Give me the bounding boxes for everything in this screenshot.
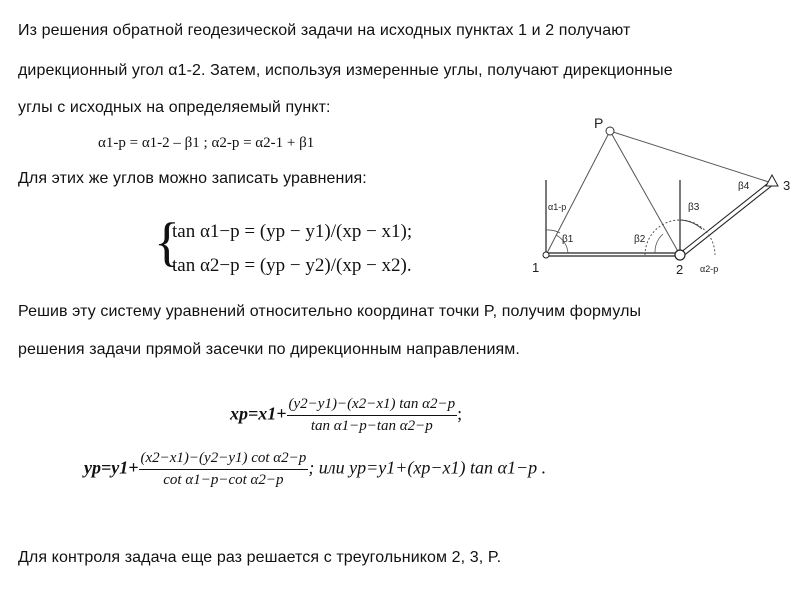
yp-denominator: cot α1−p−cot α2−p: [163, 472, 284, 488]
label-P: P: [594, 115, 604, 131]
beta2-arc: [655, 234, 663, 253]
xp-lhs: xp=x1+: [230, 403, 287, 424]
system-brace: {: [154, 212, 180, 272]
yp-alternative: ; или yp=y1+(xp−x1) tan α1−p .: [308, 457, 547, 478]
label-beta2: β2: [634, 234, 646, 245]
line-P-3: [610, 131, 772, 183]
point-P: [606, 127, 614, 135]
direction-angle-formulas: α1-p = α1-2 – β1 ; α2-p = α2-1 + β1: [98, 135, 315, 151]
paragraph-line: Из решения обратной геодезической задачи на исходных пунктах 1 и 2 получают: [18, 22, 631, 39]
point-2: [675, 250, 685, 260]
label-2: 2: [676, 262, 684, 277]
line-2-3: [680, 180, 772, 253]
label-alpha2p: α2-p: [700, 264, 719, 274]
label-beta4: β4: [738, 181, 750, 192]
xp-numerator: (y2−y1)−(x2−x1) tan α2−p: [287, 396, 458, 416]
yp-lhs: yp=y1+: [84, 457, 139, 478]
system-equation-1: tan α1−p = (yp − y1)/(xp − x1);: [172, 221, 413, 242]
system-equation-2: tan α2−p = (yp − y2)/(xp − x2).: [172, 255, 412, 276]
paragraph-line: решения задачи прямой засечки по дирекционным направлениям.: [18, 341, 520, 358]
paragraph-line: дирекционный угол α1-2. Затем, используя измеренные углы, получают дирекционные: [18, 62, 673, 79]
yp-numerator: (x2−x1)−(y2−y1) cot α2−p: [139, 450, 309, 470]
label-3: 3: [783, 178, 791, 193]
label-alpha1p: α1-p: [548, 202, 567, 212]
paragraph-line: Для этих же углов можно записать уравнения:: [18, 170, 367, 187]
paragraph-line: углы с исходных на определяемый пункт:: [18, 99, 331, 116]
yp-formula: [84, 450, 546, 489]
xp-denominator: tan α1−p−tan α2−p: [310, 418, 433, 434]
label-1: 1: [532, 260, 540, 275]
intersection-diagram: [520, 112, 800, 284]
paragraph-line: Решив эту систему уравнений относительно координат точки P, получим формулы: [18, 303, 642, 320]
label-beta1: β1: [562, 234, 574, 245]
line-1-P: [546, 131, 610, 255]
paragraph-line: Для контроля задача еще раз решается с треугольником 2, 3, P.: [18, 549, 502, 566]
label-beta3: β3: [688, 202, 700, 213]
xp-formula: xp=x1+ $\frac{\text{(y2−y1)−(x2−x1) tan α2−p}}{\text{tan α1−p−tan α2−p}}$ ;: [230, 396, 463, 434]
point-1: [543, 252, 549, 258]
point-3: [766, 175, 778, 186]
